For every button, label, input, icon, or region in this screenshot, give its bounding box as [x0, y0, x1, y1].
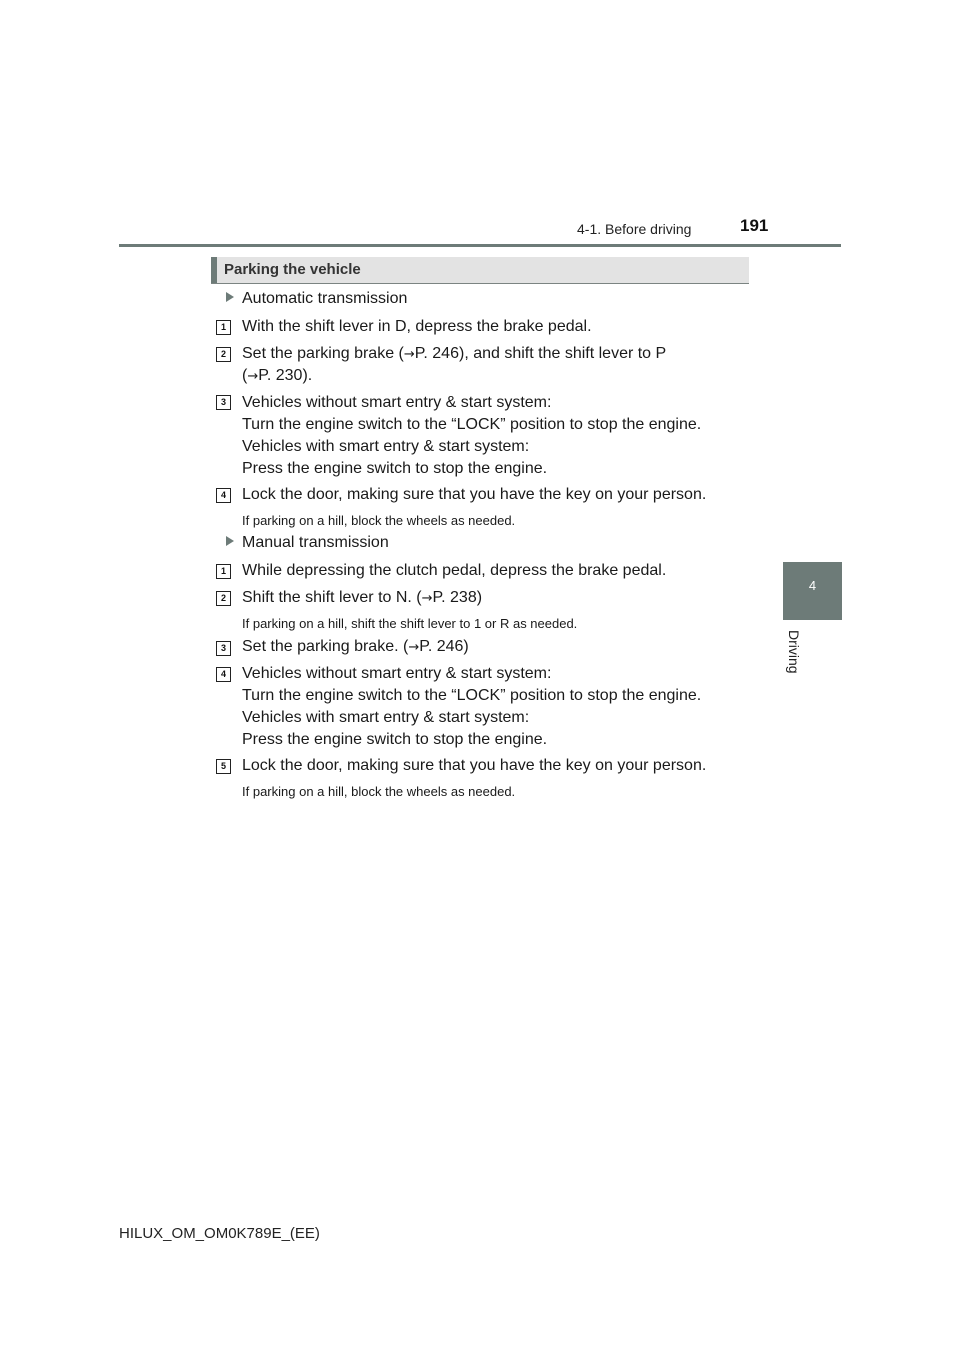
step-note: If parking on a hill, shift the shift lever to 1 or R as needed. — [242, 616, 578, 631]
step-text: Vehicles without smart entry & start system: — [242, 394, 552, 411]
footer-doc-code: HILUX_OM_OM0K789E_(EE) — [119, 1225, 320, 1242]
page-reference-link[interactable]: P. 246 — [419, 638, 464, 655]
chapter-number: 4 — [808, 578, 817, 593]
step-note: If parking on a hill, block the wheels as needed. — [242, 513, 516, 528]
arrow-right-icon: → — [408, 640, 420, 655]
step-text-part: Shift the shift lever to N. ( — [242, 589, 422, 606]
step-number-badge: 5 — [216, 759, 231, 774]
chapter-tab — [783, 562, 842, 620]
step-number-badge: 2 — [216, 591, 231, 606]
step-text: With the shift lever in D, depress the brake pedal. — [242, 318, 592, 335]
step-text: Press the engine switch to stop the engine. — [242, 460, 548, 477]
chapter-label-wrapper — [784, 630, 804, 690]
step-text — [242, 637, 469, 658]
step-text: Turn the engine switch to the “LOCK” position to stop the engine. — [242, 687, 702, 704]
step-text-part: Set the parking brake ( — [242, 345, 404, 362]
step-number-badge: 4 — [216, 667, 231, 682]
step-number-badge: 3 — [216, 395, 231, 410]
step-text: Turn the engine switch to the “LOCK” position to stop the engine. — [242, 416, 702, 433]
step-text-part: Set the parking brake. ( — [242, 638, 409, 655]
step-note: If parking on a hill, block the wheels as needed. — [242, 784, 516, 799]
chapter-label: Driving — [786, 630, 802, 674]
section-title: Parking the vehicle — [224, 261, 361, 278]
triangle-bullet-icon — [226, 536, 234, 546]
step-text: Vehicles without smart entry & start system: — [242, 665, 552, 682]
header-section-title: 4-1. Before driving — [577, 221, 692, 237]
page-reference-link[interactable]: P. 246 — [414, 345, 459, 362]
page-reference-link[interactable]: P. 238 — [432, 589, 477, 606]
step-text: While depressing the clutch pedal, depress the brake pedal. — [242, 562, 667, 579]
step-text — [242, 366, 312, 387]
section-heading-bar — [211, 257, 217, 283]
subheading-automatic-label: Automatic transmission — [242, 290, 408, 307]
page-reference-link[interactable]: P. 230 — [258, 367, 303, 384]
page-number: 191 — [740, 216, 769, 235]
step-number-badge: 3 — [216, 641, 231, 656]
arrow-right-icon: → — [403, 347, 415, 362]
triangle-bullet-icon — [226, 292, 234, 302]
section-heading — [211, 257, 749, 284]
step-text-part: ). — [302, 367, 313, 384]
step-text — [242, 344, 666, 365]
arrow-right-icon: → — [421, 591, 433, 606]
step-text: Press the engine switch to stop the engine. — [242, 731, 548, 748]
subheading-automatic — [226, 290, 407, 308]
step-text-part: ) — [476, 589, 483, 606]
step-text-part: ), and shift the shift lever to P — [458, 345, 667, 362]
subheading-manual-label: Manual transmission — [242, 534, 389, 551]
arrow-right-icon: → — [247, 369, 259, 384]
subheading-manual — [226, 534, 389, 552]
step-text-part: ( — [242, 367, 248, 384]
step-text: Lock the door, making sure that you have the key on your person. — [242, 757, 707, 774]
step-number-badge: 1 — [216, 564, 231, 579]
step-text: Lock the door, making sure that you have the key on your person. — [242, 486, 707, 503]
step-number-badge: 4 — [216, 488, 231, 503]
step-text — [242, 588, 482, 609]
step-number-badge: 2 — [216, 347, 231, 362]
header-rule — [119, 244, 841, 247]
step-text: Vehicles with smart entry & start system: — [242, 709, 530, 726]
step-number-badge: 1 — [216, 320, 231, 335]
step-text: Vehicles with smart entry & start system: — [242, 438, 530, 455]
step-text-part: ) — [463, 638, 469, 655]
